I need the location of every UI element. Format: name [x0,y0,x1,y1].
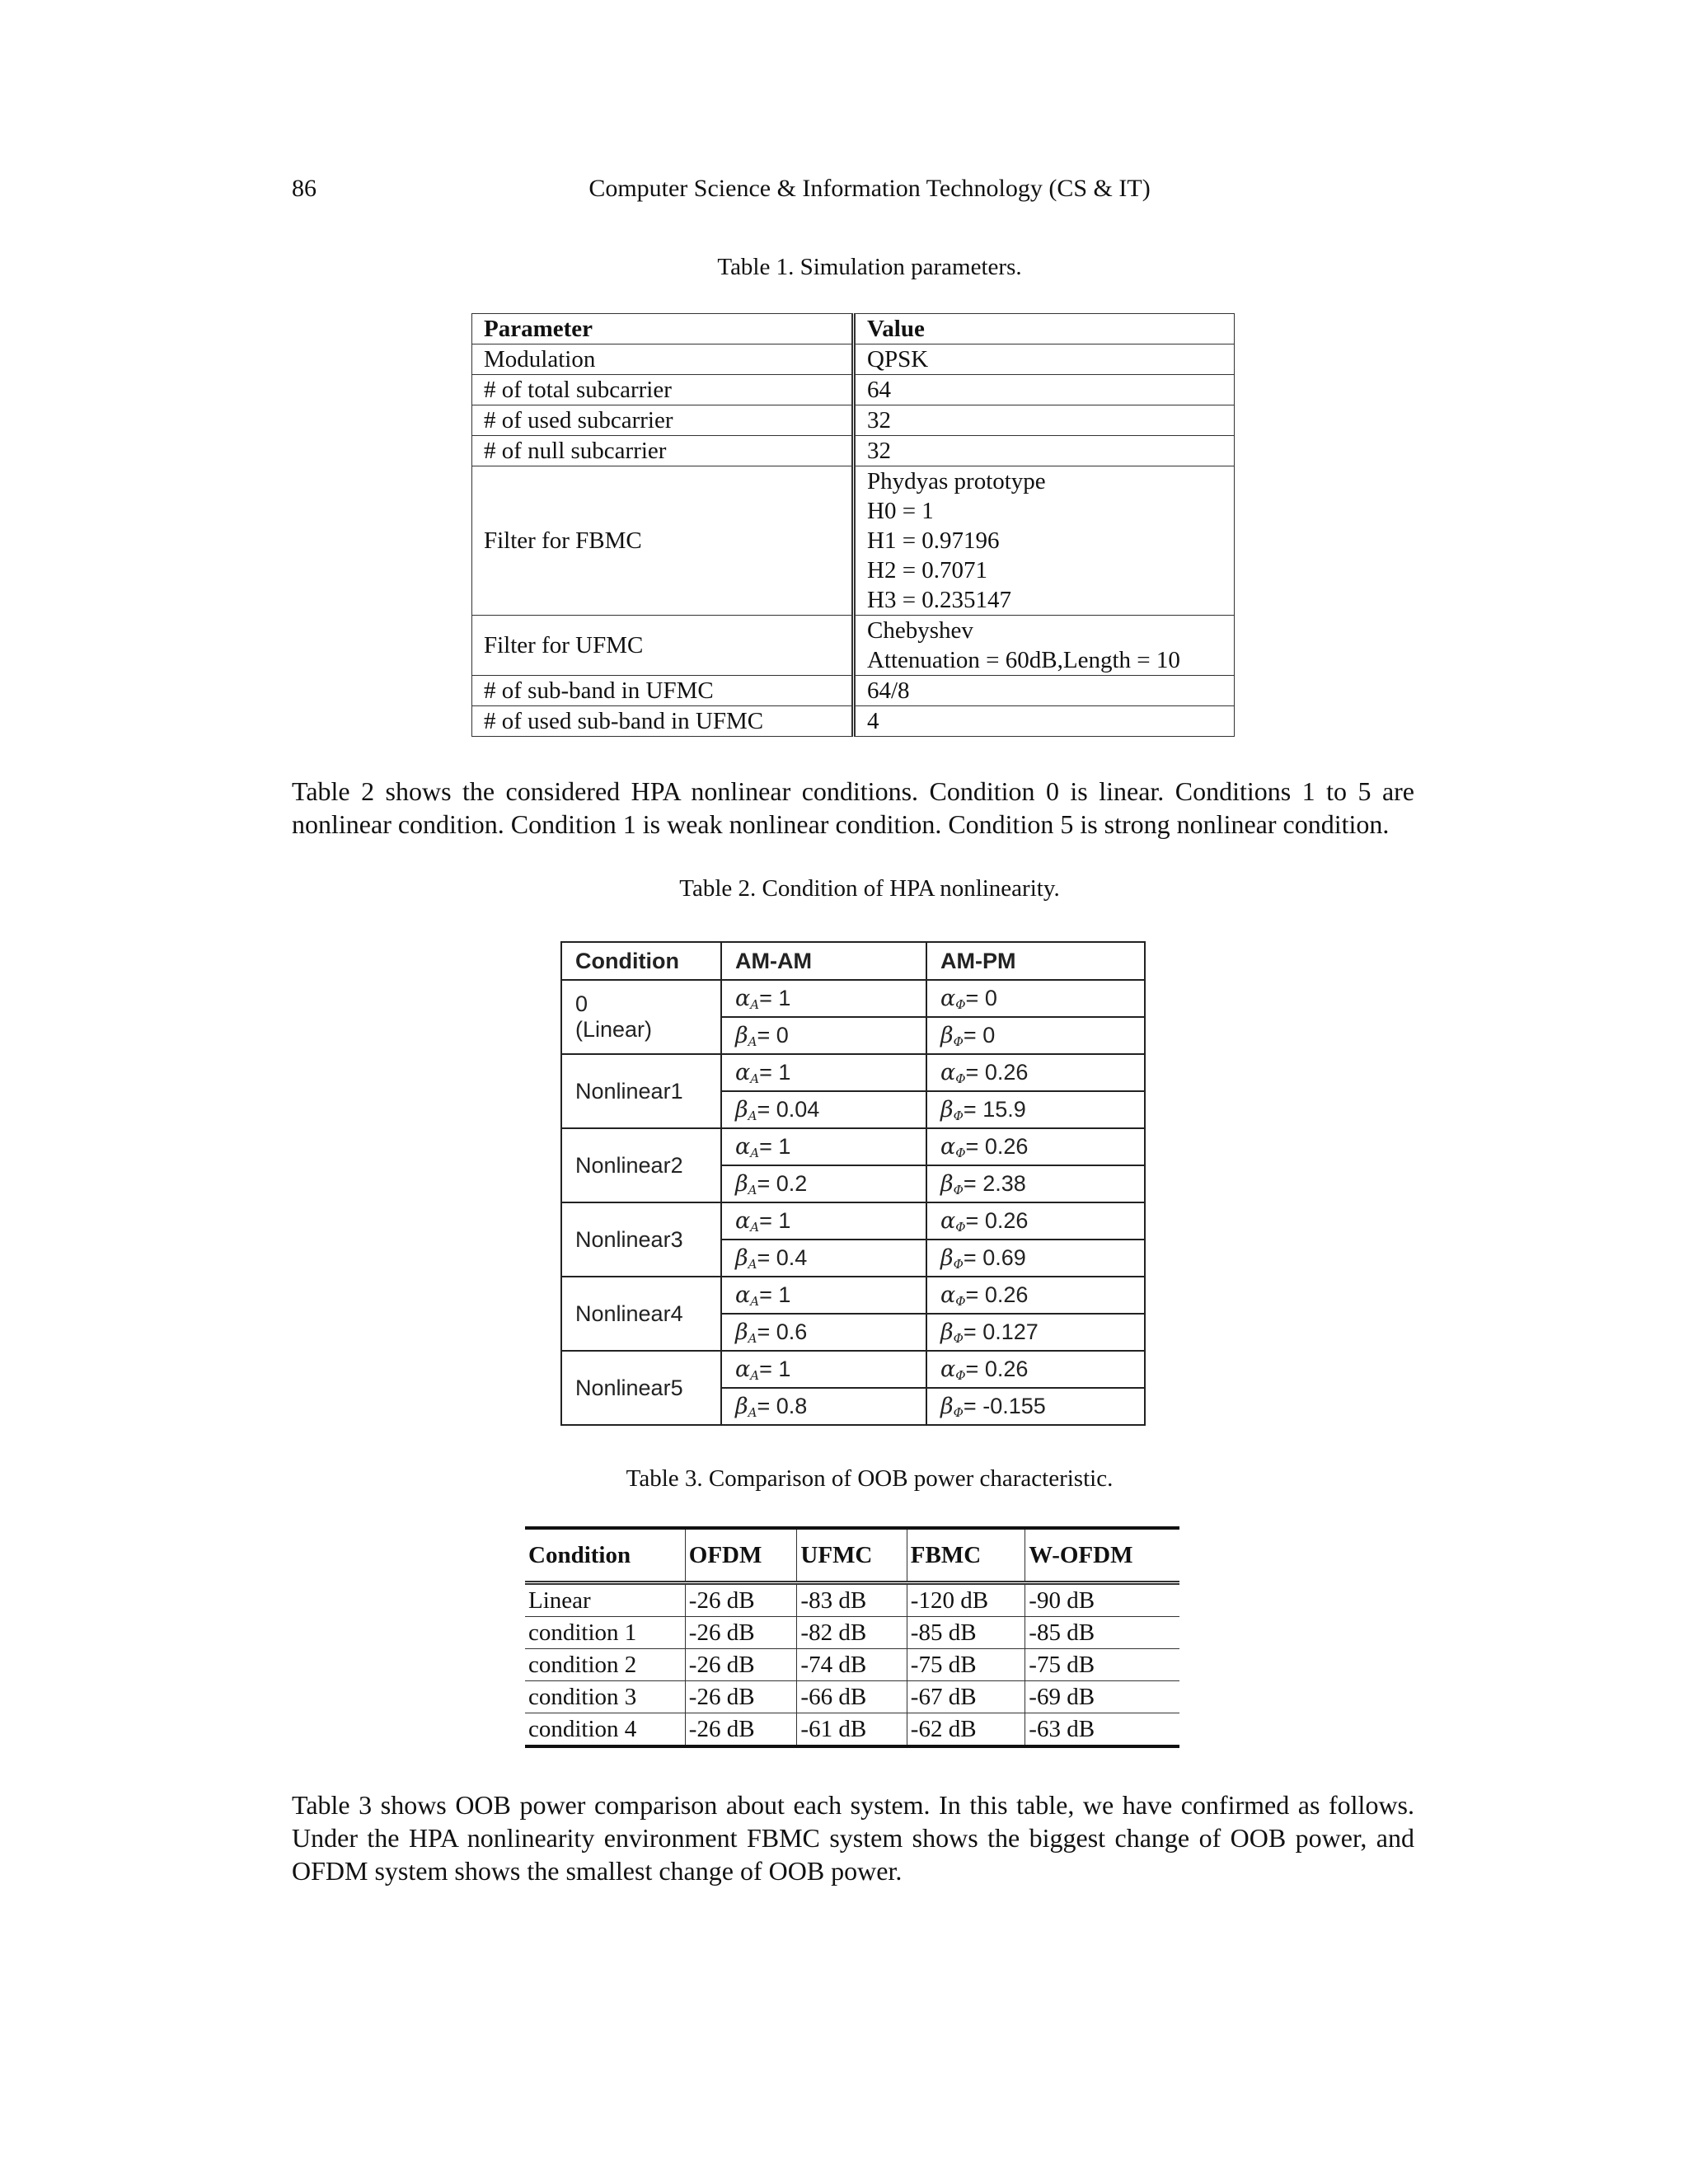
value-line: H2 = 0.7071 [867,557,988,583]
table-row [525,1583,1179,1617]
beta-a-cell: $\beta_A= 0$ [721,1017,926,1054]
cell: -62 dB [907,1713,1025,1747]
alpha-phi-cell: $\alpha_\Phi= 0$ [926,980,1145,1017]
table-row [561,1351,1145,1388]
beta-phi-cell: $\beta_\Phi= -0.155$ [926,1388,1145,1425]
table-row [561,1054,1145,1091]
header-cell: UFMC [797,1528,907,1583]
header-cell: AM-AM [721,942,926,980]
alpha-phi-value: 0.26 [984,1133,1029,1159]
table-row [472,706,1235,737]
header-cell: FBMC [907,1528,1025,1583]
running-header: Computer Science & Information Technology (CS & IT) [588,175,1151,202]
cell: -26 dB [685,1617,797,1649]
value-cell: 64 [854,375,1235,405]
beta-a-value: 0.8 [776,1393,808,1418]
table-row [525,1713,1179,1747]
simulation-parameters-table [471,313,1235,737]
value-cell [854,616,1235,676]
value-cell [854,466,1235,616]
beta-a-cell: $\beta_A= 0.04$ [721,1091,926,1128]
alpha-phi-value: 0.26 [984,1282,1029,1307]
table-header-row [561,942,1145,980]
table-row [472,466,1235,616]
condition-cell [561,980,721,1054]
table2-caption: Table 2. Condition of HPA nonlinearity. [679,875,1060,902]
cell: -67 dB [907,1681,1025,1713]
value-cell: 32 [854,405,1235,436]
table1-caption: Table 1. Simulation parameters. [717,254,1022,280]
beta-phi-value: 2.38 [982,1170,1026,1196]
cell: -90 dB [1025,1583,1179,1617]
param-cell: Filter for UFMC [472,616,854,676]
value-line: Chebyshev [867,617,973,644]
cell: -83 dB [797,1583,907,1617]
condition-line: (Linear) [575,1017,653,1042]
value-line: Attenuation = 60dB,Length = 10 [867,647,1180,673]
value-cell: 64/8 [854,676,1235,706]
beta-phi-value: 0 [982,1022,996,1047]
param-cell: # of sub-band in UFMC [472,676,854,706]
table-row [561,1277,1145,1314]
cell: condition 3 [525,1681,685,1713]
alpha-a-value: 1 [778,1356,791,1381]
hpa-nonlinearity-table [560,941,1146,1426]
condition-cell: Nonlinear1 [561,1054,721,1128]
condition-cell: Nonlinear4 [561,1277,721,1351]
header-cell: Value [854,314,1235,344]
table-row [525,1617,1179,1649]
cell: -75 dB [1025,1649,1179,1681]
header-cell: Condition [561,942,721,980]
value-line: H0 = 1 [867,498,934,524]
alpha-phi-value: 0.26 [984,1207,1029,1233]
table-row [472,344,1235,375]
paragraph-1: Table 2 shows the considered HPA nonlinear conditions. Condition 0 is linear. Conditions 1 to 5 are nonlinear condition. Condition 1 is weak nonlinear condition. Condition 5 is strong nonlinear condition. [292,776,1414,839]
header-cell: W-OFDM [1025,1528,1179,1583]
param-cell: # of null subcarrier [472,436,854,466]
table-row [472,375,1235,405]
alpha-phi-cell: $\alpha_\Phi= 0.26$ [926,1202,1145,1240]
param-cell: Modulation [472,344,854,375]
beta-phi-value: 15.9 [982,1096,1026,1122]
beta-a-value: 0.4 [776,1244,808,1270]
table-row [472,676,1235,706]
alpha-phi-cell: $\alpha_\Phi= 0.26$ [926,1054,1145,1091]
cell: -85 dB [1025,1617,1179,1649]
value-line: Phydyas prototype [867,468,1046,494]
table-row [472,436,1235,466]
value-cell: 32 [854,436,1235,466]
alpha-a-value: 1 [778,1207,791,1233]
cell: Linear [525,1583,685,1617]
cell: -74 dB [797,1649,907,1681]
alpha-phi-value: 0.26 [984,1356,1029,1381]
table-row [472,616,1235,676]
alpha-a-value: 1 [778,1282,791,1307]
cell: -63 dB [1025,1713,1179,1747]
beta-phi-value: 0.69 [982,1244,1026,1270]
cell: -120 dB [907,1583,1025,1617]
page-number: 86 [292,175,316,202]
beta-a-cell: $\beta_A= 0.2$ [721,1165,926,1202]
table-row [472,405,1235,436]
header-cell: AM-PM [926,942,1145,980]
value-line: H3 = 0.235147 [867,587,1012,613]
cell: -66 dB [797,1681,907,1713]
oob-power-table [525,1526,1179,1748]
cell: -82 dB [797,1617,907,1649]
alpha-a-cell: $\alpha_A= 1$ [721,1202,926,1240]
table3-caption: Table 3. Comparison of OOB power characteristic. [626,1465,1114,1492]
alpha-a-value: 1 [778,985,791,1010]
beta-phi-cell: $\beta_\Phi= 0.69$ [926,1240,1145,1277]
cell: condition 1 [525,1617,685,1649]
alpha-a-cell: $\alpha_A= 1$ [721,1054,926,1091]
cell: -26 dB [685,1713,797,1747]
alpha-phi-value: 0.26 [984,1059,1029,1085]
alpha-a-cell: $\alpha_A= 1$ [721,1277,926,1314]
condition-cell: Nonlinear2 [561,1128,721,1202]
table-header-row [472,314,1235,344]
value-line: H1 = 0.97196 [867,527,1000,554]
cell: -85 dB [907,1617,1025,1649]
cell: -26 dB [685,1583,797,1617]
param-cell: Filter for FBMC [472,466,854,616]
alpha-phi-cell: $\alpha_\Phi= 0.26$ [926,1277,1145,1314]
header-cell: Condition [525,1528,685,1583]
beta-phi-cell: $\beta_\Phi= 0.127$ [926,1314,1145,1351]
paragraph-2: Table 3 shows OOB power comparison about each system. In this table, we have confirmed as follows. Under the HPA nonlinearity environment FBMC system shows the biggest change of OOB power, and OFDM system shows the smallest change of OOB power. [292,1790,1414,1886]
alpha-a-cell: $\alpha_A= 1$ [721,1351,926,1388]
beta-a-value: 0 [776,1022,789,1047]
alpha-phi-cell: $\alpha_\Phi= 0.26$ [926,1351,1145,1388]
beta-phi-cell: $\beta_\Phi= 15.9$ [926,1091,1145,1128]
cell: -26 dB [685,1649,797,1681]
condition-cell: Nonlinear5 [561,1351,721,1425]
cell: condition 2 [525,1649,685,1681]
beta-a-value: 0.04 [776,1096,820,1122]
cell: -75 dB [907,1649,1025,1681]
alpha-a-cell: $\alpha_A= 1$ [721,980,926,1017]
condition-cell: Nonlinear3 [561,1202,721,1277]
beta-phi-cell: $\beta_\Phi= 2.38$ [926,1165,1145,1202]
table-row [561,1202,1145,1240]
table-header-row [525,1528,1179,1583]
header-cell: Parameter [472,314,854,344]
param-cell: # of used subcarrier [472,405,854,436]
param-cell: # of used sub-band in UFMC [472,706,854,737]
cell: condition 4 [528,1716,637,1742]
alpha-phi-cell: $\alpha_\Phi= 0.26$ [926,1128,1145,1165]
alpha-phi-value: 0 [984,985,997,1010]
beta-a-cell: $\beta_A= 0.4$ [721,1240,926,1277]
cell: -26 dB [685,1681,797,1713]
beta-phi-value: -0.155 [982,1393,1046,1418]
beta-a-value: 0.6 [776,1319,808,1344]
value-cell: 4 [854,706,1235,737]
table-row [525,1681,1179,1713]
condition-line: 0 [575,991,588,1016]
beta-a-cell: $\beta_A= 0.6$ [721,1314,926,1351]
alpha-a-value: 1 [778,1059,791,1085]
table-row [561,980,1145,1017]
alpha-a-cell: $\alpha_A= 1$ [721,1128,926,1165]
header-cell: OFDM [685,1528,797,1583]
cell: -61 dB [797,1713,907,1747]
beta-phi-value: 0.127 [982,1319,1039,1344]
table-row [561,1128,1145,1165]
alpha-a-value: 1 [778,1133,791,1159]
cell: -69 dB [1025,1681,1179,1713]
beta-a-value: 0.2 [776,1170,808,1196]
table-row [525,1649,1179,1681]
beta-phi-cell: $\beta_\Phi= 0$ [926,1017,1145,1054]
beta-a-cell: $\beta_A= 0.8$ [721,1388,926,1425]
value-cell: QPSK [854,344,1235,375]
param-cell: # of total subcarrier [472,375,854,405]
